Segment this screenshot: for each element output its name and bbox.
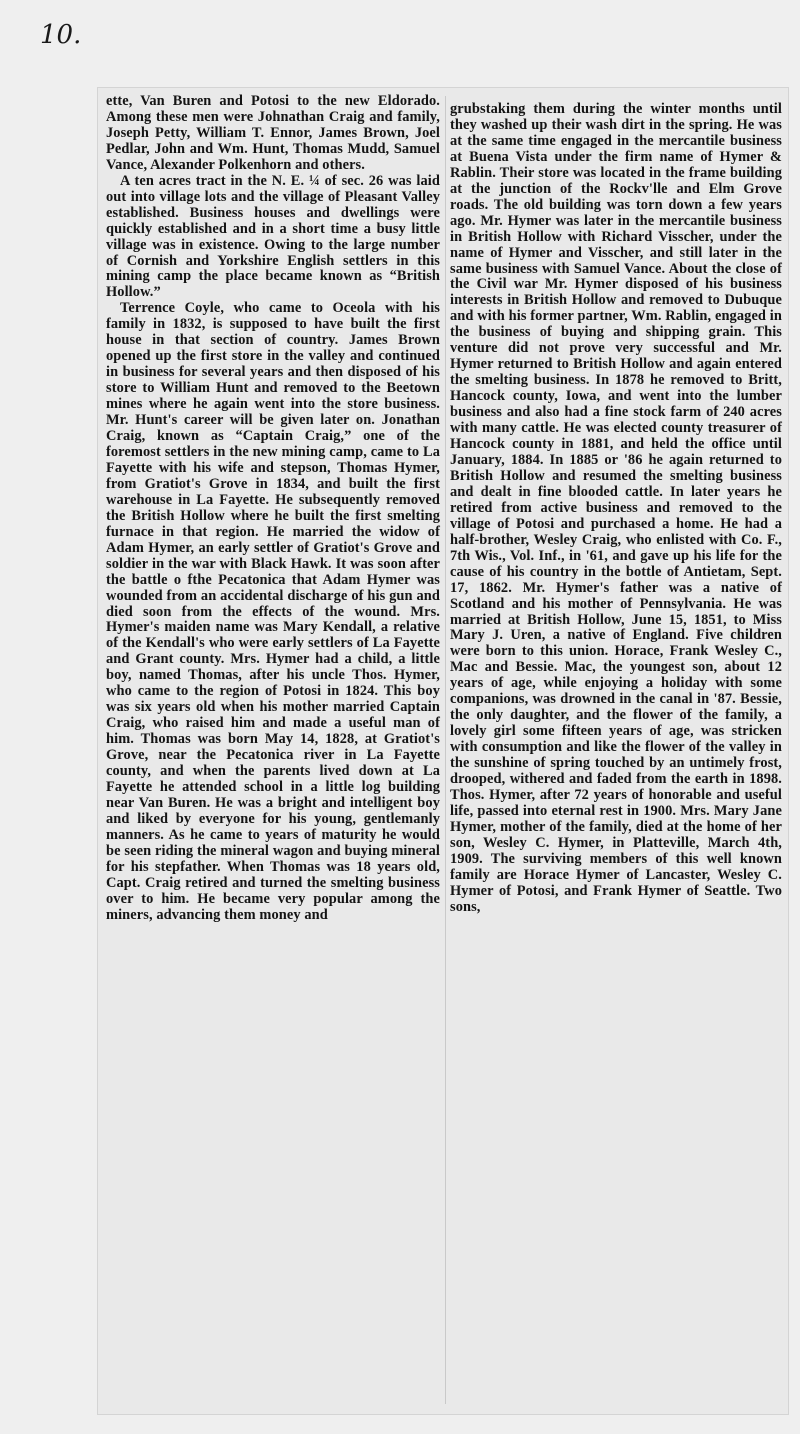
newspaper-clipping — [98, 88, 788, 1414]
left-column — [106, 94, 440, 924]
page-number: 10. — [40, 20, 82, 50]
right-paragraph-1: grubstaking them during the winter months until they washed up their wash dirt in the spring. He was at the same time engaged in the mercantile business at Buena Vista under the firm name of Hymer & Rablin. Their store was located in the frame building at the junction of the Rockv'lle and Elm Grove roads. The old building was torn down a few years ago. Mr. Hymer was later in the mercantile business in British Hollow with Richard Visscher, under the name of Hymer and Visscher, and still later in the same business with Samuel Vance. About the close of the Civil war Mr. Hymer disposed of his business interests in British Hollow and removed to Dubuque and with his former partner, Wm. Rablin, engaged in the business of buying and shipping grain. This venture did not prove very successful and Mr. Hymer returned to British Hollow and again entered the smelting business. In 1878 he removed to Britt, Hancock county, Iowa, and went into the lumber business and also had a fine stock farm of 240 acres with many cattle. He was elected county treasurer of Hancock county in 1881, and held the office until January, 1884. In 1885 or '86 he again returned to British Hollow and resumed the smelting business and dealt in fine blooded cattle. In later years he retired from active business and removed to the village of Potosi and purchased a home. He had a half-brother, Wesley Craig, who enlisted with Co. F., 7th Wis., Vol. Inf., in '61, and gave up his life for the cause of his country in the bottle of Antietam, Sept. 17, 1862. Mr. Hymer's father was a native of Scotland and his mother of Pennsylvania. He was married at British Hollow, June 15, 1851, to Miss Mary J. Uren, a native of England. Five children were born to this union. Horace, Frank Wesley C., Mac and Bessie. Mac, the youngest son, about 12 years of age, while enjoying a holiday with some companions, was drowned in the canal in '87. Bessie, the only daughter, and the flower of the family, a lovely girl some fifteen years of age, was stricken with consumption and like the flower of the valley in the sunshine of spring touched by an untimely frost, drooped, withered and faded from the earth in 1898. Thos. Hymer, after 72 years of honorable and useful life, passed into eternal rest in 1900. Mrs. Mary Jane Hymer, mother of the family, died at the home of her son, Wesley C. Hymer, in Platteville, March 4th, 1909. The surviving members of this well known family are Horace Hymer of Lancaster, Wesley C. Hymer of Potosi, and Frank Hymer of Seattle. Two sons, — [450, 101, 782, 915]
left-paragraph-2: A ten acres tract in the N. E. ¼ of sec. 26 was laid out into village lots and the village of Pleasant Valley established. Business houses and dwellings were quickly established and in a short time a busy little village was in existence. Owing to the large number of Cornish and Yorkshire English settlers in this mining camp the place became known as “British Hollow.” — [106, 172, 440, 301]
left-paragraph-1: ette, Van Buren and Potosi to the new Eldorado. Among these men were Johnathan Craig and family, Joseph Petty, William T. Ennor, James Brown, Joel Pedlar, John and Wm. Hunt, Thomas Mudd, Samuel Vance, Alexander Polkenhorn and others. — [106, 93, 440, 173]
right-column — [450, 102, 782, 916]
left-paragraph-3: Terrence Coyle, who came to Oceola with his family in 1832, is supposed to have built the first house in that section of country. James Brown opened up the first store in the valley and continued in business for several years and then disposed of his store to William Hunt and removed to the Beetown mines where he again went into the store business. Mr. Hunt's career will be given later on. Jonathan Craig, known as “Captain Craig,” one of the foremost settlers in the new mining camp, came to La Fayette with his wife and stepson, Thomas Hymer, from Gratiot's Grove in 1834, and built the first warehouse in La Fayette. He subsequently removed the British Hollow where he built the first smelting furnace in that region. He married the widow of Adam Hymer, an early settler of Gratiot's Grove and soldier in the war with Black Hawk. It was soon after the battle o fthe Pecatonica that Adam Hymer was wounded from an accidental discharge of his gun and died soon from the effects of the wound. Mrs. Hymer's maiden name was Mary Kendall, a relative of the Kendall's who were early settlers of La Fayette and Grant county. Mrs. Hymer had a child, a little boy, named Thomas, after his uncle Thos. Hymer, who came to the region of Potosi in 1824. This boy was six years old when his mother married Captain Craig, who raised him and made a useful man of him. Thomas was born May 14, 1828, at Gratiot's Grove, near the Pecatonica river in La Fayette county, and when the parents lived down at La Fayette he attended school in a little log building near Van Buren. He was a bright and intelligent boy and liked by everyone for his young, gentlemanly manners. As he came to years of maturity he would be seen riding the mineral wagon and buying mineral for his stepfather. When Thomas was 18 years old, Capt. Craig retired and turned the smelting business over to him. He became very popular among the miners, advancing them money and — [106, 300, 440, 923]
column-divider — [445, 96, 446, 1404]
